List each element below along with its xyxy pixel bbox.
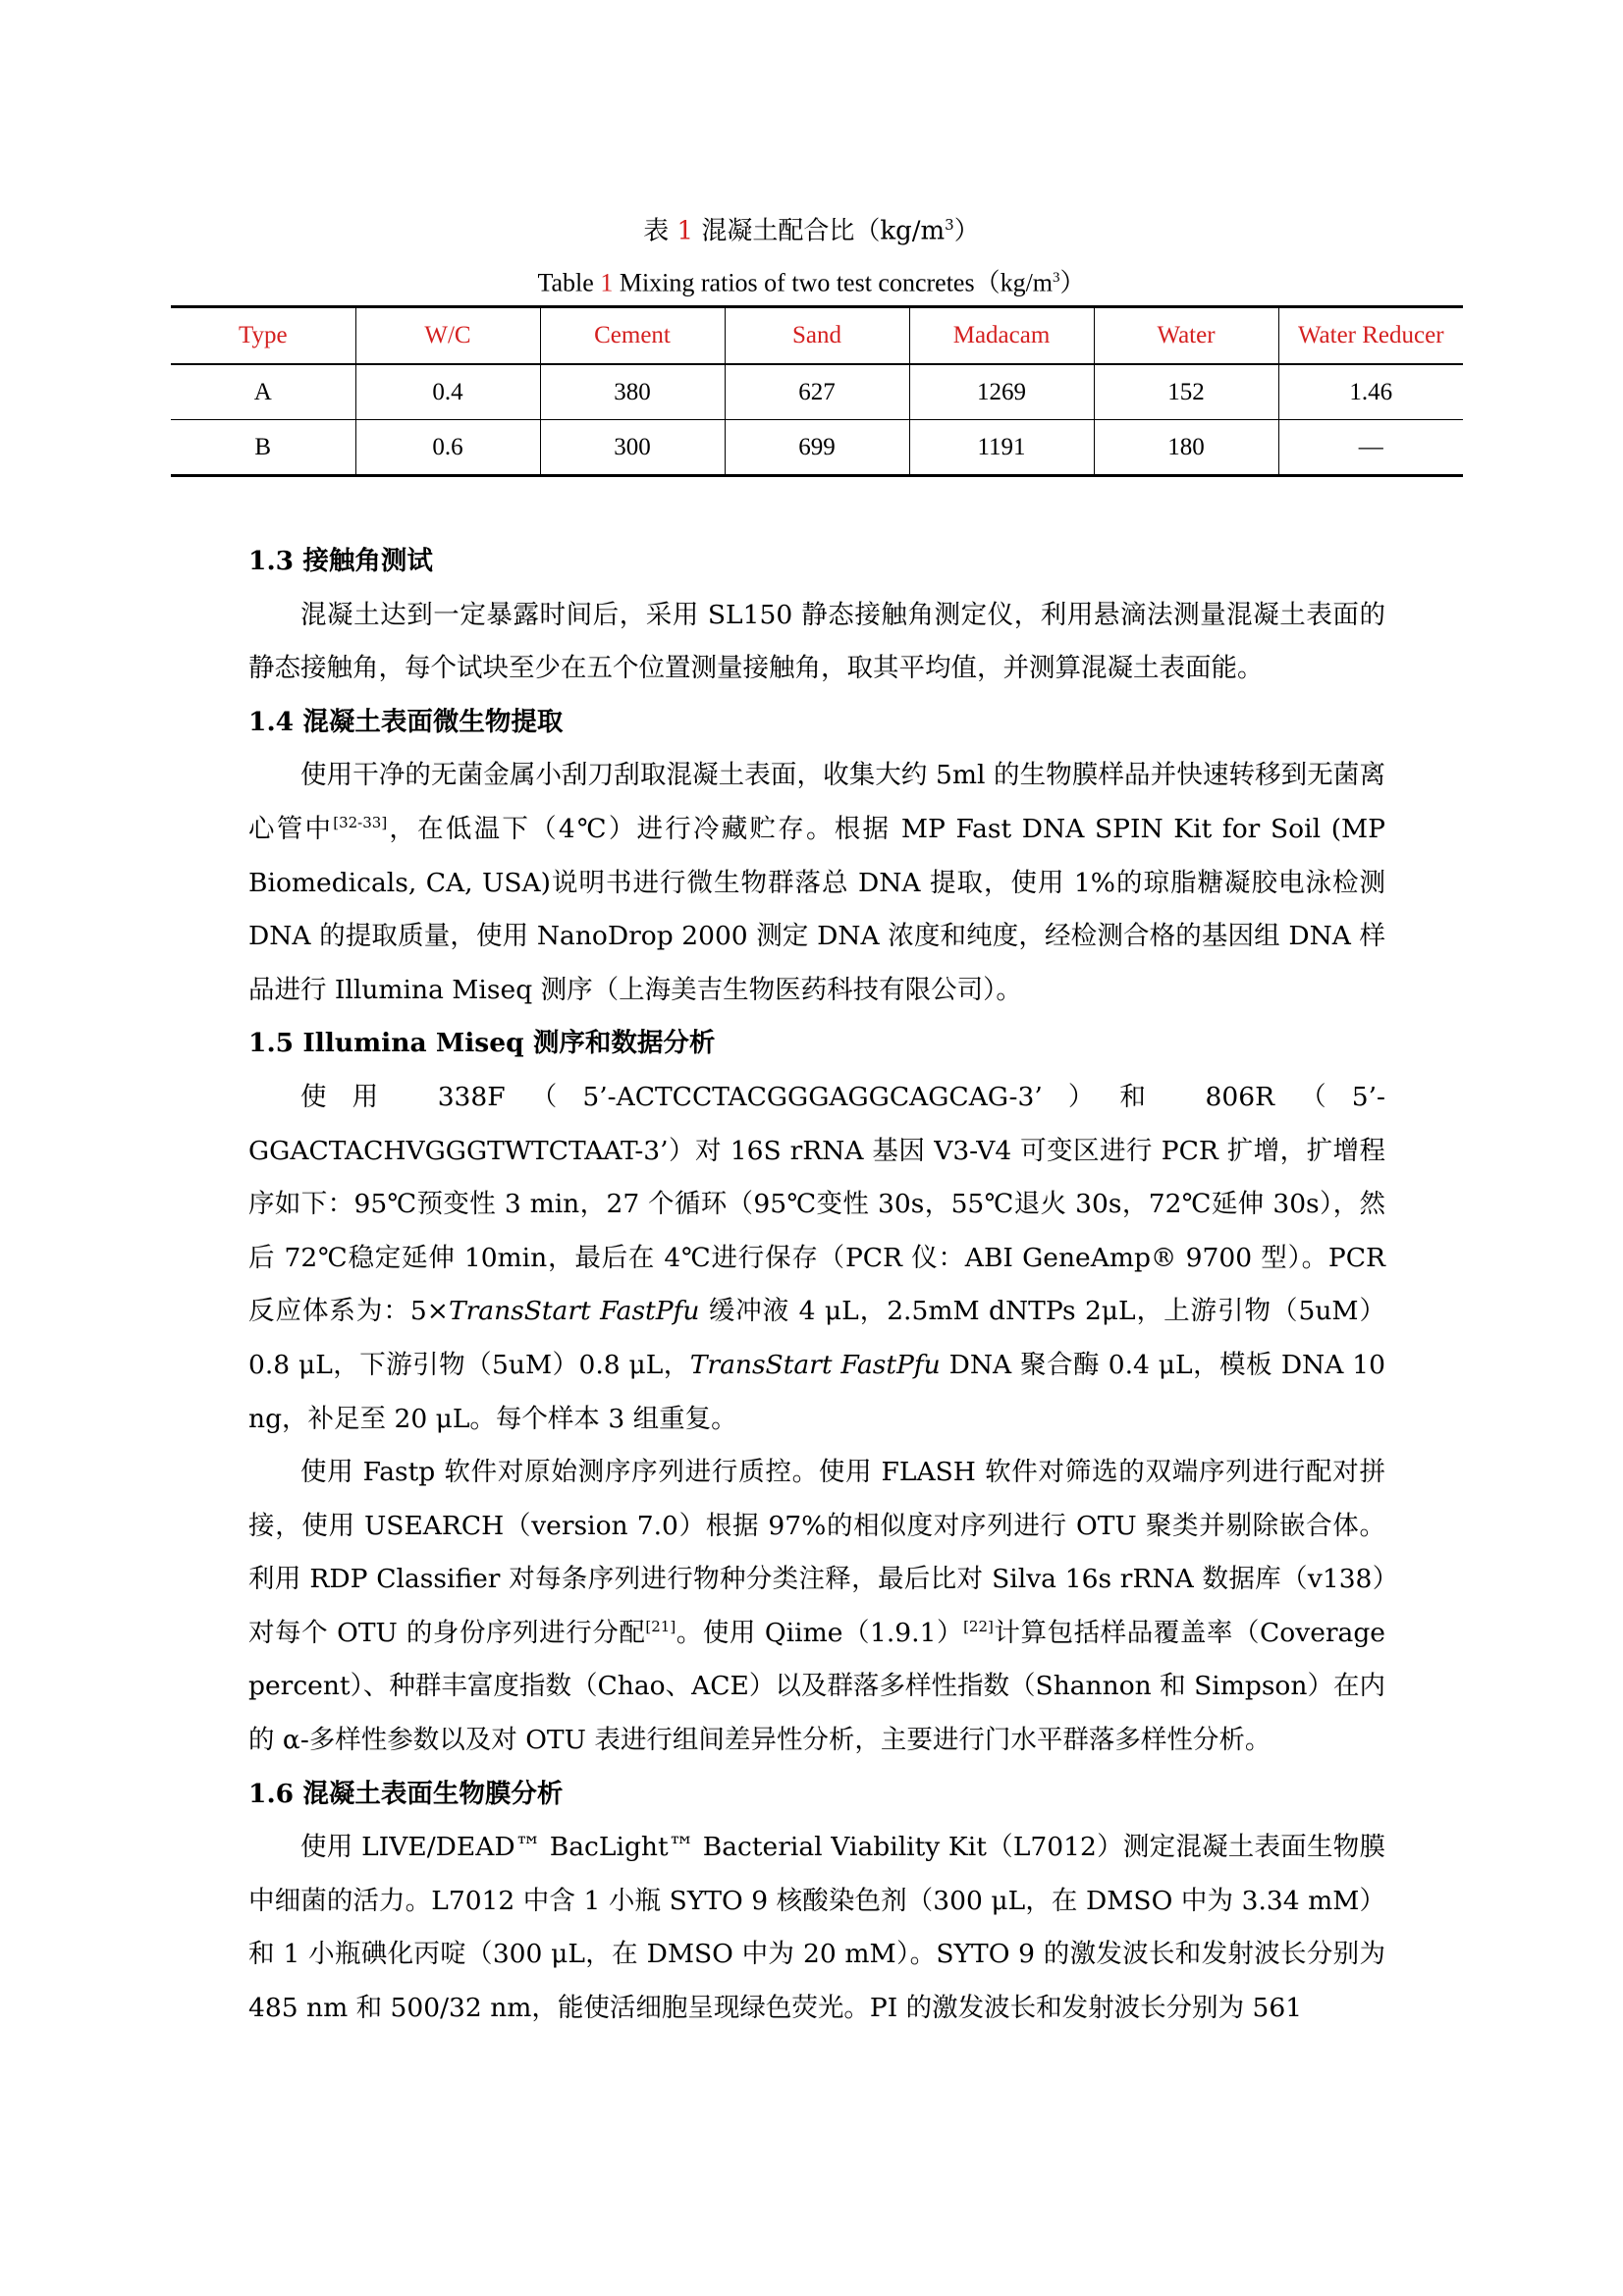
table-cell: B — [171, 420, 355, 476]
body-text — [248, 535, 1385, 2036]
caption-en-prefix: Table — [537, 268, 594, 297]
mixing-ratio-table — [171, 305, 1463, 477]
paragraph-1-5-a-text-1: 使用 338F（5’-ACTCCTACGGGAGGCAGCAG-3’）和 806R（5’-GGACTACHVGGGTWTCTAAT-3’）对 16S rRNA 基因 V3-V4 可变区进行 PCR 扩增，扩增程序如下：95℃预变性 3 min，27 个循环（95℃变性 30s，55℃退火 30s，72℃延伸 30s），然后 72℃稳定延伸 10min，最后在 4℃进行保存（PCR 仪：ABI GeneAmp® 9700 型）。PCR 反应体系为：5× — [248, 1081, 1385, 1327]
table-cell: 0.4 — [355, 364, 540, 420]
paragraph-1-5-a-text-2: 缓冲液 4 μL，2.5mM dNTPs 2μL，上游引物（5uM）0.8 μL，下游引物（5uM）0.8 μL， — [248, 1296, 1385, 1380]
caption-en-close: ） — [1059, 268, 1086, 297]
table-cell: 300 — [540, 420, 725, 476]
caption-number-en[interactable]: 1 — [600, 268, 614, 297]
caption-cn-text: 混凝土配合比（kg/m — [701, 216, 946, 246]
table-cell: 380 — [540, 364, 725, 420]
col-header-water-reducer: Water Reducer — [1278, 307, 1463, 365]
section-heading-1-5: 1.5 Illumina Miseq 测序和数据分析 — [248, 1028, 716, 1059]
paragraph-1-5-b-text-3: 计算包括样品覆盖率（Coverage percent）、种群丰富度指数（Chao、ACE）以及群落多样性指数（Shannon 和 Simpson）在内的 α-多样性参数以及对 OTU 表进行组间差异性分析，主要进行门水平群落多样性分析。 — [248, 1617, 1385, 1756]
citation-22[interactable]: [22] — [963, 1618, 994, 1636]
paragraph-1-6: 使用 LIVE/DEAD™ BacLight™ Bacterial Viability Kit（L7012）测定混凝土表面生物膜中细菌的活力。L7012 中含 1 小瓶 SYTO 9 核酸染色剂（300 μL，在 DMSO 中为 3.34 mM）和 1 小瓶碘化丙啶（300 μL，在 DMSO 中为 20 mM）。SYTO 9 的激发波长和发射波长分别为 485 nm 和 500/32 nm，能使活细胞呈现绿色荧光。PI 的激发波长和发射波长分别为 561 — [248, 1832, 1385, 2024]
col-header-sand: Sand — [725, 307, 909, 365]
table-cell: 152 — [1094, 364, 1278, 420]
paragraph-1-3: 混凝土达到一定暴露时间后，采用 SL150 静态接触角测定仪，利用悬滴法测量混凝土表面的静态接触角，每个试块至少在五个位置测量接触角，取其平均值，并测算混凝土表面能。 — [248, 599, 1385, 684]
citation-21[interactable]: [21] — [645, 1618, 676, 1636]
col-header-madacam: Madacam — [909, 307, 1094, 365]
paragraph-1-4 — [248, 749, 1385, 1017]
caption-en-text: Mixing ratios of two test concretes（kg/m — [619, 268, 1054, 297]
paragraph-1-5-b-text-1: 使用 Fastp 软件对原始测序序列进行质控。使用 FLASH 软件对筛选的双端序列进行配对拼接，使用 USEARCH（version 7.0）根据 97%的相似度对序列进行 OTU 聚类并剔除嵌合体。利用 RDP Classifier 对每条序列进行物种分类注释，最后比对 Silva 16s rRNA 数据库（v138）对每个 OTU 的身份序列进行分配 — [248, 1457, 1385, 1648]
caption-cn-prefix: 表 — [643, 216, 670, 246]
table-cell: 0.6 — [355, 420, 540, 476]
italic-transstart-2: TransStart FastPfu — [689, 1349, 941, 1380]
caption-close: ） — [953, 216, 980, 246]
caption-number[interactable]: 1 — [676, 216, 694, 246]
table-cell: — — [1358, 433, 1383, 460]
section-heading-1-3: 1.3 接触角测试 — [248, 546, 433, 576]
paragraph-1-5-b-text-2: 。使用 Qiime（1.9.1） — [676, 1617, 964, 1648]
table-cell: 1191 — [909, 420, 1094, 476]
paragraph-1-4-text-a: 使用干净的无菌金属小刮刀刮取混凝土表面，收集大约 5ml 的生物膜样品并快速转移到无菌离心管中 — [248, 760, 1385, 844]
table-caption-cn — [0, 207, 1623, 249]
caption-en-unit-sup: 3 — [1053, 270, 1060, 286]
table-cell: 1269 — [909, 364, 1094, 420]
col-header-wc: W/C — [355, 307, 540, 365]
table-row — [171, 420, 1463, 476]
paragraph-1-4-text-b: ，在低温下（4℃）进行冷藏贮存。根据 MP Fast DNA SPIN Kit for Soil (MP Biomedicals, CA, USA)说明书进行微生物群落总 DNA 提取，使用 1%的琼脂糖凝胶电泳检测 DNA 的提取质量，使用 NanoDrop 2000 测定 DNA 浓度和纯度，经检测合格的基因组 DNA 样品进行 Illumina Miseq 测序（上海美吉生物医药科技有限公司）。 — [248, 813, 1386, 1005]
table-cell: 1.46 — [1278, 364, 1463, 420]
table-row — [171, 364, 1463, 420]
section-heading-1-6: 1.6 混凝土表面生物膜分析 — [248, 1778, 564, 1809]
table-caption-en — [0, 260, 1623, 301]
paragraph-1-5-a-text-3: DNA 聚合酶 0.4 μL，模板 DNA 10 ng，补足至 20 μL。每个样本 3 组重复。 — [248, 1349, 1385, 1434]
col-header-cement: Cement — [540, 307, 725, 365]
table-cell: 627 — [725, 364, 909, 420]
caption-unit-sup: 3 — [945, 216, 954, 234]
table-cell: 180 — [1094, 420, 1278, 476]
paragraph-1-5-a — [248, 1071, 1385, 1446]
table-header-row — [171, 307, 1463, 365]
col-header-water: Water — [1094, 307, 1278, 365]
section-heading-1-4: 1.4 混凝土表面微生物提取 — [248, 706, 564, 737]
col-header-type: Type — [171, 307, 355, 365]
table-cell: 699 — [725, 420, 909, 476]
table-cell: A — [171, 364, 355, 420]
paragraph-1-5-b — [248, 1446, 1385, 1768]
citation-32-33[interactable]: [32-33] — [333, 814, 388, 832]
italic-transstart-1: TransStart FastPfu — [448, 1296, 700, 1327]
